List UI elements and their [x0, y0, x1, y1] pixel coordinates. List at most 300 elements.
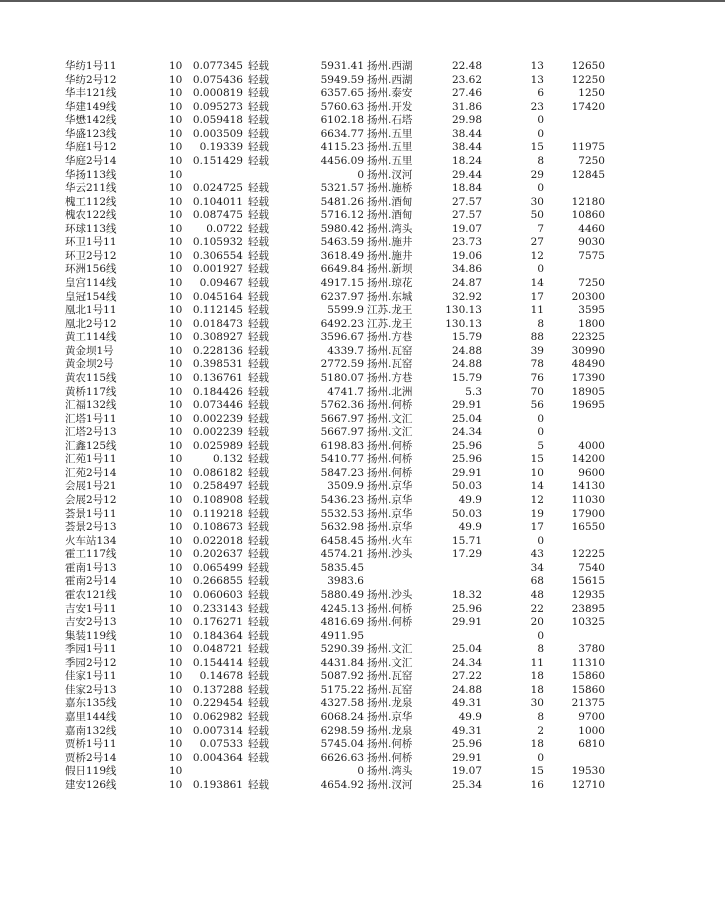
load-rate-cell: 0.258497: [192, 480, 243, 493]
load-rate-cell: 0.09467: [199, 277, 243, 289]
capacity-cell: 4339.7: [327, 344, 364, 357]
length-cell: 23.73: [451, 236, 482, 249]
load-rate-cell: 0.077345: [192, 60, 243, 72]
line-name-cell: 凰北2号12: [65, 317, 117, 330]
substation-cell: 扬州.何桥: [367, 616, 413, 629]
load-rate-cell: 0.002239: [192, 426, 243, 439]
load-rate-cell: 0.119218: [192, 507, 243, 520]
length-cell: 25.96: [451, 439, 482, 452]
total-capacity-cell: 12650: [571, 60, 605, 72]
count-cell: 15: [530, 765, 544, 778]
voltage-cell: 10: [169, 290, 183, 303]
voltage-cell: 10: [169, 616, 183, 629]
table-row: [0, 101, 725, 115]
length-cell: 24.88: [451, 683, 482, 696]
length-cell: 29.44: [451, 168, 482, 181]
substation-cell: 扬州.五里: [367, 141, 413, 154]
count-cell: 15: [530, 453, 544, 466]
capacity-cell: 4456.09: [320, 154, 364, 167]
table-row: [0, 535, 725, 549]
substation-cell: 江苏.龙王: [367, 304, 413, 317]
voltage-cell: 10: [169, 182, 183, 195]
substation-cell: 扬州.瓦窑: [367, 344, 413, 357]
load-rate-cell: 0.132: [212, 453, 243, 466]
line-name-cell: 华庭1号12: [65, 141, 117, 154]
table-row: [0, 589, 725, 603]
count-cell: 8: [537, 317, 544, 330]
load-rate-cell: 0.151429: [192, 154, 243, 167]
table-row: [0, 318, 725, 332]
substation-cell: 扬州.方巷: [367, 371, 413, 384]
line-name-cell: 汇福132线: [65, 399, 117, 412]
line-name-cell: 华纺1号11: [65, 60, 117, 72]
count-cell: 5: [537, 439, 544, 452]
length-cell: 25.04: [451, 412, 482, 425]
load-rate-cell: 0.308927: [192, 331, 243, 344]
load-type-cell: 轻载: [248, 385, 269, 398]
line-name-cell: 贾桥1号11: [65, 738, 117, 751]
count-cell: 88: [530, 331, 544, 344]
load-rate-cell: 0.095273: [192, 100, 243, 113]
load-rate-cell: 0.19339: [199, 141, 243, 154]
substation-cell: 扬州.方巷: [367, 331, 413, 344]
count-cell: 17: [530, 290, 544, 303]
table-row: [0, 657, 725, 671]
capacity-cell: 4741.7: [327, 385, 364, 398]
line-name-cell: 荟景2号13: [65, 521, 117, 534]
voltage-cell: 10: [169, 100, 183, 113]
total-capacity-cell: 15860: [571, 683, 605, 696]
load-type-cell: 轻载: [248, 249, 269, 262]
total-capacity-cell: 9030: [578, 236, 605, 249]
table-row: [0, 413, 725, 427]
length-cell: 17.29: [451, 548, 482, 561]
voltage-cell: 10: [169, 494, 183, 506]
total-capacity-cell: 12250: [571, 73, 605, 86]
voltage-cell: 10: [169, 87, 183, 100]
substation-cell: 扬州.五里: [367, 154, 413, 167]
capacity-cell: 5762.36: [320, 399, 364, 412]
table-row: [0, 616, 725, 630]
line-name-cell: 华扬113线: [65, 168, 117, 181]
total-capacity-cell: 4000: [578, 439, 605, 452]
substation-cell: 扬州.何桥: [367, 453, 413, 466]
length-cell: 18.84: [451, 182, 482, 195]
load-rate-cell: 0.306554: [192, 249, 243, 262]
total-capacity-cell: 7575: [578, 249, 605, 262]
total-capacity-cell: 22325: [571, 331, 605, 344]
count-cell: 10: [530, 466, 544, 479]
substation-cell: 扬州.施井: [367, 236, 413, 249]
count-cell: 13: [530, 60, 544, 72]
table-row: [0, 358, 725, 372]
capacity-cell: 5760.63: [320, 100, 364, 113]
line-name-cell: 槐工112线: [65, 195, 117, 208]
capacity-cell: 6198.83: [320, 439, 364, 452]
load-rate-cell: 0.154414: [192, 656, 243, 669]
line-name-cell: 华庭2号14: [65, 154, 117, 167]
voltage-cell: 10: [169, 73, 183, 86]
voltage-cell: 10: [169, 114, 183, 127]
line-name-cell: 黄工114线: [65, 331, 117, 344]
count-cell: 11: [530, 656, 544, 669]
table-row: [0, 725, 725, 739]
load-type-cell: 轻载: [248, 711, 269, 723]
load-rate-cell: 0.002239: [192, 412, 243, 425]
total-capacity-cell: 10325: [571, 616, 605, 629]
capacity-cell: 5175.22: [320, 683, 364, 696]
voltage-cell: 10: [169, 683, 183, 696]
length-cell: 50.03: [451, 480, 482, 493]
load-type-cell: 轻载: [248, 317, 269, 330]
load-rate-cell: 0.086182: [192, 466, 243, 479]
table-row: [0, 603, 725, 617]
length-cell: 34.86: [451, 263, 482, 276]
length-cell: 24.88: [451, 344, 482, 357]
capacity-cell: 4911.95: [320, 629, 364, 642]
line-name-cell: 黄金坝2号: [65, 358, 114, 371]
capacity-cell: 4574.21: [320, 548, 364, 561]
line-name-cell: 黄桥117线: [65, 385, 117, 398]
load-type-cell: 轻载: [248, 412, 269, 425]
length-cell: 19.06: [451, 249, 482, 262]
capacity-cell: 5835.45: [320, 561, 364, 574]
table-row: [0, 60, 725, 74]
load-rate-cell: 0.001927: [192, 263, 243, 276]
load-type-cell: 轻载: [248, 643, 269, 656]
total-capacity-cell: 23895: [571, 602, 605, 615]
substation-cell: 扬州.京华: [367, 494, 413, 506]
line-name-cell: 霍工117线: [65, 548, 117, 561]
count-cell: 23: [530, 100, 544, 113]
length-cell: 25.96: [451, 453, 482, 466]
load-type-cell: 轻载: [248, 724, 269, 737]
table-row: [0, 779, 725, 793]
table-row: [0, 250, 725, 264]
voltage-cell: 10: [169, 778, 183, 791]
capacity-cell: 5632.98: [320, 521, 364, 534]
load-rate-cell: 0.025989: [192, 439, 243, 452]
substation-cell: 扬州.泰安: [367, 87, 413, 100]
load-type-cell: 轻载: [248, 304, 269, 317]
table-row: [0, 426, 725, 440]
substation-cell: 扬州.沙头: [367, 548, 413, 561]
voltage-cell: 10: [169, 643, 183, 656]
count-cell: 29: [530, 168, 544, 181]
load-type-cell: 轻载: [248, 87, 269, 100]
capacity-cell: 5745.04: [320, 738, 364, 751]
length-cell: 25.04: [451, 643, 482, 656]
capacity-cell: 5087.92: [320, 670, 364, 683]
line-name-cell: 季园1号11: [65, 643, 117, 656]
line-name-cell: 汇塔1号11: [65, 412, 117, 425]
length-cell: 27.46: [451, 87, 482, 100]
line-name-cell: 吉安1号11: [65, 602, 117, 615]
voltage-cell: 10: [169, 561, 183, 574]
capacity-cell: 4816.69: [320, 616, 364, 629]
count-cell: 43: [530, 548, 544, 561]
line-name-cell: 佳家2号13: [65, 683, 117, 696]
length-cell: 15.79: [451, 331, 482, 344]
count-cell: 39: [530, 344, 544, 357]
table-row: [0, 575, 725, 589]
total-capacity-cell: 15860: [571, 670, 605, 683]
length-cell: 19.07: [451, 765, 482, 778]
table-row: [0, 263, 725, 277]
voltage-cell: 10: [169, 534, 183, 547]
length-cell: 23.62: [451, 73, 482, 86]
capacity-cell: 3596.67: [320, 331, 364, 344]
load-type-cell: 轻载: [248, 195, 269, 208]
load-type-cell: 轻载: [248, 738, 269, 751]
voltage-cell: 10: [169, 385, 183, 398]
line-name-cell: 会展1号21: [65, 480, 117, 493]
table-row: [0, 155, 725, 169]
line-name-cell: 嘉南132线: [65, 724, 117, 737]
load-rate-cell: 0.004364: [192, 751, 243, 764]
substation-cell: 扬州.新坝: [367, 263, 413, 276]
load-rate-cell: 0.022018: [192, 534, 243, 547]
table-row: [0, 521, 725, 535]
capacity-cell: 5180.07: [320, 371, 364, 384]
substation-cell: 扬州.何桥: [367, 399, 413, 412]
load-type-cell: 轻载: [248, 371, 269, 384]
line-name-cell: 黄农115线: [65, 371, 117, 384]
line-name-cell: 假日119线: [65, 765, 117, 778]
load-rate-cell: 0.07533: [199, 738, 243, 751]
substation-cell: 扬州.何桥: [367, 439, 413, 452]
substation-cell: 扬州.文汇: [367, 426, 413, 439]
load-rate-cell: 0.266855: [192, 575, 243, 588]
count-cell: 0: [537, 751, 544, 764]
capacity-cell: 3983.6: [327, 575, 364, 588]
substation-cell: 扬州.瓦窑: [367, 670, 413, 683]
load-type-cell: 轻载: [248, 358, 269, 371]
total-capacity-cell: 12180: [571, 195, 605, 208]
count-cell: 56: [530, 399, 544, 412]
substation-cell: 扬州.北洲: [367, 385, 413, 398]
table-row: [0, 372, 725, 386]
total-capacity-cell: 11030: [571, 494, 605, 506]
length-cell: 49.31: [451, 697, 482, 710]
table-row: [0, 630, 725, 644]
capacity-cell: 5481.26: [320, 195, 364, 208]
line-name-cell: 汇鑫125线: [65, 439, 117, 452]
total-capacity-cell: 12935: [571, 588, 605, 601]
count-cell: 14: [530, 480, 544, 493]
total-capacity-cell: 30990: [571, 344, 605, 357]
table-row: [0, 114, 725, 128]
count-cell: 12: [530, 249, 544, 262]
length-cell: 31.86: [451, 100, 482, 113]
substation-cell: 扬州.开发: [367, 100, 413, 113]
length-cell: 29.98: [451, 114, 482, 127]
capacity-cell: 6068.24: [320, 711, 364, 723]
length-cell: 24.34: [451, 656, 482, 669]
substation-cell: 扬州.湾头: [367, 222, 413, 235]
load-rate-cell: 0.024725: [192, 182, 243, 195]
count-cell: 50: [530, 209, 544, 222]
table-row: [0, 697, 725, 711]
load-type-cell: 轻载: [248, 548, 269, 561]
load-rate-cell: 0.003509: [192, 127, 243, 140]
table-row: [0, 277, 725, 291]
length-cell: 38.44: [451, 141, 482, 154]
substation-cell: 扬州.东城: [367, 290, 413, 303]
table-row: [0, 765, 725, 779]
capacity-cell: 4245.13: [320, 602, 364, 615]
total-capacity-cell: 18905: [571, 385, 605, 398]
table-row: [0, 548, 725, 562]
length-cell: 24.34: [451, 426, 482, 439]
voltage-cell: 10: [169, 263, 183, 276]
substation-cell: 扬州.五里: [367, 127, 413, 140]
substation-cell: 江苏.龙王: [367, 317, 413, 330]
capacity-cell: 0: [357, 765, 364, 778]
length-cell: 25.96: [451, 602, 482, 615]
line-name-cell: 汇苑2号14: [65, 466, 117, 479]
capacity-cell: 4327.58: [320, 697, 364, 710]
capacity-cell: 4115.23: [320, 141, 364, 154]
count-cell: 30: [530, 697, 544, 710]
count-cell: 0: [537, 534, 544, 547]
voltage-cell: 10: [169, 751, 183, 764]
count-cell: 0: [537, 114, 544, 127]
count-cell: 70: [530, 385, 544, 398]
capacity-cell: 5463.59: [320, 236, 364, 249]
voltage-cell: 10: [169, 141, 183, 154]
load-rate-cell: 0.398531: [192, 358, 243, 371]
load-type-cell: 轻载: [248, 602, 269, 615]
load-type-cell: 轻载: [248, 344, 269, 357]
load-type-cell: 轻载: [248, 561, 269, 574]
line-name-cell: 霍南2号14: [65, 575, 117, 588]
capacity-cell: 4431.84: [320, 656, 364, 669]
load-rate-cell: 0.060603: [192, 588, 243, 601]
count-cell: 0: [537, 127, 544, 140]
table-row: [0, 643, 725, 657]
table-row: [0, 209, 725, 223]
line-name-cell: 华丰121线: [65, 87, 117, 100]
substation-cell: 扬州.文汇: [367, 643, 413, 656]
total-capacity-cell: 11310: [571, 656, 605, 669]
count-cell: 8: [537, 711, 544, 723]
table-row: [0, 304, 725, 318]
load-rate-cell: 0.233143: [192, 602, 243, 615]
total-capacity-cell: 12225: [571, 548, 605, 561]
load-type-cell: 轻载: [248, 73, 269, 86]
capacity-cell: 6634.77: [320, 127, 364, 140]
table-row: [0, 386, 725, 400]
count-cell: 18: [530, 738, 544, 751]
load-type-cell: 轻载: [248, 154, 269, 167]
load-rate-cell: 0.193861: [192, 778, 243, 791]
line-name-cell: 环卫2号12: [65, 249, 117, 262]
load-type-cell: 轻载: [248, 521, 269, 534]
load-rate-cell: 0.108673: [192, 521, 243, 534]
capacity-cell: 6649.84: [320, 263, 364, 276]
substation-cell: 扬州.何桥: [367, 466, 413, 479]
voltage-cell: 10: [169, 331, 183, 344]
total-capacity-cell: 15615: [571, 575, 605, 588]
length-cell: 50.03: [451, 507, 482, 520]
load-rate-cell: 0.184364: [192, 629, 243, 642]
table-row: [0, 670, 725, 684]
length-cell: 130.13: [445, 304, 482, 317]
load-rate-cell: 0.108908: [192, 494, 243, 506]
table-row: [0, 196, 725, 210]
load-type-cell: 轻载: [248, 209, 269, 222]
line-name-cell: 槐农122线: [65, 209, 117, 222]
table-row: [0, 453, 725, 467]
data-table: [0, 60, 725, 792]
total-capacity-cell: 3780: [578, 643, 605, 656]
count-cell: 18: [530, 670, 544, 683]
count-cell: 17: [530, 521, 544, 534]
substation-cell: 扬州.何桥: [367, 602, 413, 615]
load-type-cell: 轻载: [248, 616, 269, 629]
length-cell: 29.91: [451, 751, 482, 764]
count-cell: 14: [530, 277, 544, 289]
line-name-cell: 贾桥2号14: [65, 751, 117, 764]
table-row: [0, 291, 725, 305]
total-capacity-cell: 19530: [571, 765, 605, 778]
length-cell: 29.91: [451, 616, 482, 629]
voltage-cell: 10: [169, 480, 183, 493]
length-cell: 24.87: [451, 277, 482, 289]
table-row: [0, 182, 725, 196]
voltage-cell: 10: [169, 277, 183, 289]
line-name-cell: 环洲156线: [65, 263, 117, 276]
load-rate-cell: 0.073446: [192, 399, 243, 412]
length-cell: 49.9: [458, 711, 482, 723]
total-capacity-cell: 9600: [578, 466, 605, 479]
substation-cell: 扬州.京华: [367, 711, 413, 723]
voltage-cell: 10: [169, 249, 183, 262]
total-capacity-cell: 11975: [571, 141, 605, 154]
load-rate-cell: 0.007314: [192, 724, 243, 737]
voltage-cell: 10: [169, 127, 183, 140]
load-rate-cell: 0.229454: [192, 697, 243, 710]
count-cell: 16: [530, 778, 544, 791]
count-cell: 7: [537, 222, 544, 235]
substation-cell: 扬州.文汇: [367, 412, 413, 425]
table-row: [0, 494, 725, 508]
load-rate-cell: 0.018473: [192, 317, 243, 330]
table-row: [0, 711, 725, 725]
count-cell: 12: [530, 494, 544, 506]
load-rate-cell: 0.075436: [192, 73, 243, 86]
load-type-cell: 轻载: [248, 466, 269, 479]
load-type-cell: 轻载: [248, 426, 269, 439]
length-cell: 38.44: [451, 127, 482, 140]
voltage-cell: 10: [169, 670, 183, 683]
count-cell: 68: [530, 575, 544, 588]
load-type-cell: 轻载: [248, 453, 269, 466]
count-cell: 76: [530, 371, 544, 384]
total-capacity-cell: 21375: [571, 697, 605, 710]
load-type-cell: 轻载: [248, 778, 269, 791]
table-row: [0, 236, 725, 250]
capacity-cell: 4917.15: [320, 277, 364, 289]
line-name-cell: 佳家1号11: [65, 670, 117, 683]
voltage-cell: 10: [169, 711, 183, 723]
voltage-cell: 10: [169, 765, 183, 778]
count-cell: 34: [530, 561, 544, 574]
load-rate-cell: 0.000819: [192, 87, 243, 100]
load-type-cell: 轻载: [248, 656, 269, 669]
length-cell: 22.48: [451, 60, 482, 72]
